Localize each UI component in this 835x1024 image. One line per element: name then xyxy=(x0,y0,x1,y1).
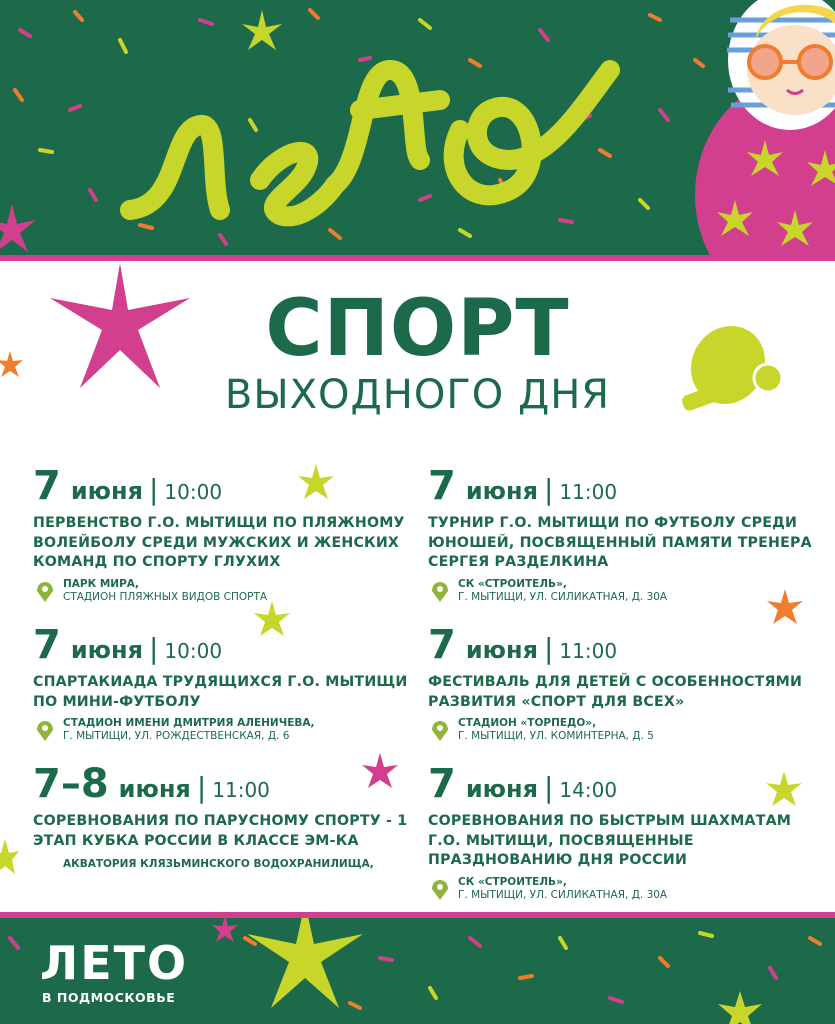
event-place: СК «СТРОИТЕЛЬ», xyxy=(458,577,567,590)
event-day: 7 xyxy=(428,761,456,807)
map-pin-icon xyxy=(430,720,450,742)
event-month: июня xyxy=(70,477,143,505)
event-card xyxy=(428,761,818,902)
event-address: АКВАТОРИЯ КЛЯЗЬМИНСКОГО ВОДОХРАНИЛИЩА, xyxy=(63,858,374,870)
map-pin-icon xyxy=(430,879,450,901)
event-time: 10:00 xyxy=(164,480,223,504)
event-place: СК «СТРОИТЕЛЬ», xyxy=(458,875,567,888)
event-day: 7 xyxy=(428,463,456,509)
event-title: ФЕСТИВАЛЬ ДЛЯ ДЕТЕЙ С ОСОБЕННОСТЯМИ РАЗВИТИЯ «СПОРТ ДЛЯ ВСЕХ» xyxy=(428,674,803,710)
event-date-row xyxy=(428,761,818,807)
event-month: июня xyxy=(465,775,538,803)
event-place: СТАДИОН ИМЕНИ ДМИТРИЯ АЛЕНИЧЕВА, xyxy=(63,717,315,729)
event-date-row xyxy=(33,463,423,509)
date-separator: | xyxy=(148,632,159,665)
event-title: СОРЕВНОВАНИЯ ПО ПАРУСНОМУ СПОРТУ - 1 ЭТАП КУБКА РОССИИ В КЛАССЕ ЭМ-КА xyxy=(33,813,408,849)
event-date-row xyxy=(33,622,423,668)
date-separator: | xyxy=(196,771,207,804)
date-separator: | xyxy=(543,473,554,506)
event-day: 7 xyxy=(428,622,456,668)
event-date-row xyxy=(428,463,818,509)
event-title: СОРЕВНОВАНИЯ ПО БЫСТРЫМ ШАХМАТАМ Г.О. МЫТИЩИ, ПОСВЯЩЕННЫЕ ПРАЗДНОВАНИЮ ДНЯ РОССИИ xyxy=(428,813,792,868)
event-address: Г. МЫТИЩИ, УЛ. СИЛИКАТНАЯ, Д. 30А xyxy=(458,888,668,901)
event-time: 10:00 xyxy=(164,639,223,663)
event-address: Г. МЫТИЩИ, УЛ. РОЖДЕСТВЕНСКАЯ, Д. 6 xyxy=(63,730,290,742)
event-location xyxy=(428,578,818,604)
matryoshka-icon xyxy=(695,0,835,255)
page-title: СПОРТ xyxy=(265,284,570,374)
event-time: 11:00 xyxy=(212,778,270,802)
map-pin-icon xyxy=(35,581,55,603)
event-day: 7 xyxy=(33,622,61,668)
event-time: 14:00 xyxy=(559,778,618,802)
event-location xyxy=(33,578,423,604)
event-day: 7–8 xyxy=(33,761,109,807)
event-month: июня xyxy=(465,636,538,664)
map-pin-icon xyxy=(430,581,450,603)
event-card xyxy=(428,463,818,604)
event-month: июня xyxy=(70,636,143,664)
event-place: ПАРК МИРА, xyxy=(63,577,139,590)
star-icon xyxy=(247,918,363,1008)
event-location xyxy=(33,717,423,743)
page-subtitle: ВЫХОДНОГО ДНЯ xyxy=(224,372,611,418)
event-date-row xyxy=(428,622,818,668)
event-card xyxy=(33,761,423,871)
event-address: Г. МЫТИЩИ, УЛ. СИЛИКАТНАЯ, Д. 30А xyxy=(458,590,668,603)
date-separator: | xyxy=(148,473,159,506)
event-time: 11:00 xyxy=(559,480,618,504)
event-location xyxy=(428,717,818,743)
date-separator: | xyxy=(543,771,554,804)
event-location xyxy=(33,852,423,871)
leto-lettering xyxy=(110,10,630,240)
event-date-row xyxy=(33,761,423,807)
date-separator: | xyxy=(543,632,554,665)
event-title: ПЕРВЕНСТВО Г.О. МЫТИЩИ ПО ПЛЯЖНОМУ ВОЛЕЙБОЛУ СРЕДИ МУЖСКИХ И ЖЕНСКИХ КОМАНД ПО СПОРТУ ГЛУХИХ xyxy=(33,515,405,570)
event-card xyxy=(428,622,818,743)
footer-logo-subtitle: В ПОДМОСКОВЬЕ xyxy=(42,990,176,1005)
event-month: июня xyxy=(465,477,538,505)
event-title: ТУРНИР Г.О. МЫТИЩИ ПО ФУТБОЛУ СРЕДИ ЮНОШЕЙ, ПОСВЯЩЕННЫЙ ПАМЯТИ ТРЕНЕРА СЕРГЕЯ РАЗДЕЛКИНА xyxy=(428,515,812,570)
event-place: СТАДИОН «ТОРПЕДО», xyxy=(458,717,597,729)
star-icon xyxy=(0,838,20,878)
event-address: СТАДИОН ПЛЯЖНЫХ ВИДОВ СПОРТА xyxy=(63,590,268,603)
header-banner xyxy=(0,0,835,255)
map-pin-icon xyxy=(35,720,55,742)
event-card xyxy=(33,463,423,604)
event-address: Г. МЫТИЩИ, УЛ. КОМИНТЕРНА, Д. 5 xyxy=(458,730,654,742)
event-location xyxy=(428,876,818,902)
event-month: июня xyxy=(118,775,191,803)
event-day: 7 xyxy=(33,463,61,509)
footer-logo: ЛЕТО xyxy=(40,936,189,990)
event-time: 11:00 xyxy=(559,639,618,663)
event-card xyxy=(33,622,423,743)
event-title: СПАРТАКИАДА ТРУДЯЩИХСЯ Г.О. МЫТИЩИ ПО МИНИ-ФУТБОЛУ xyxy=(33,674,408,710)
